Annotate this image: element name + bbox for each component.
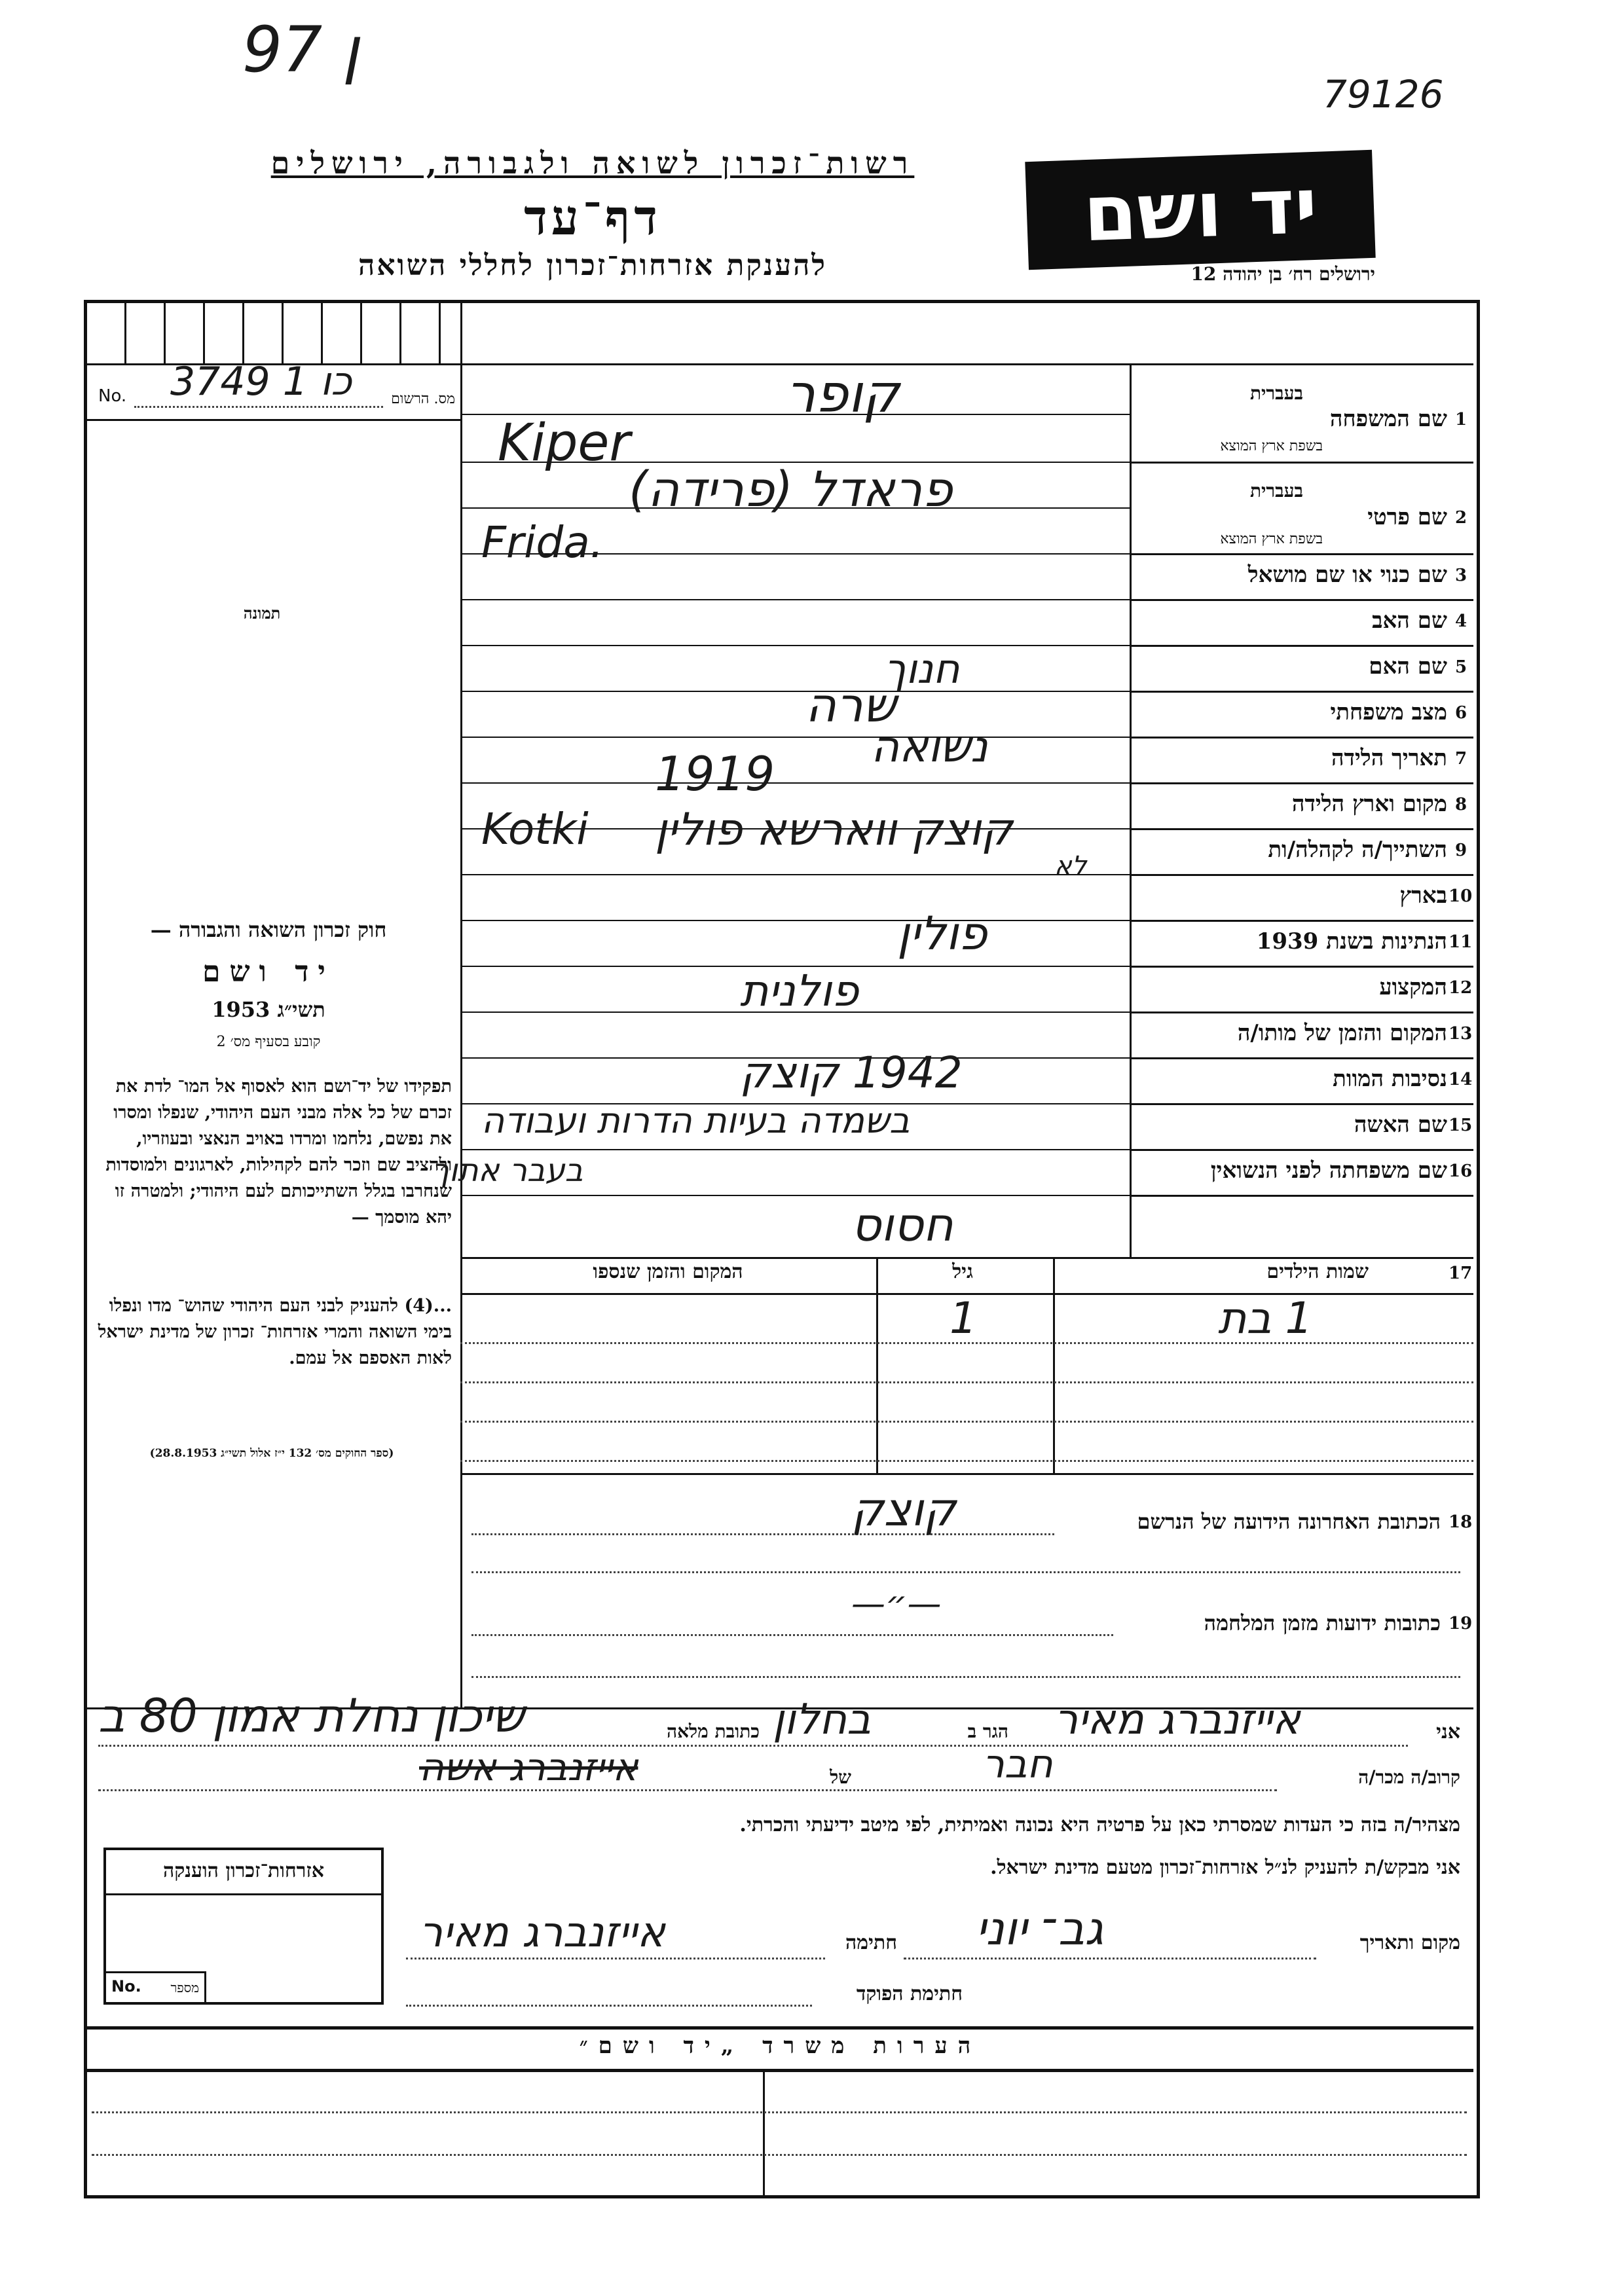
law-text-1: תפקידו של יד־ושם הוא לאסוף אל המו־ לדת את זכרם של כל אלה מבני העם היהודי, שנפלו ומסרו את נפשם, נלחמו ומרדו באויב הנאצי ובעוזריו, ולהציב שם וזכר להם לקהילות, לארגונים ולמוסדות שנחרבו בגלל השתייכותם לעם היהודי; ולמטרה זו יהא מוסמך — [105,1076,452,1228]
field-16-value: חסוס [851,1198,953,1252]
field-19-value: —״— [851,1584,942,1624]
field-3-num: 3 [1455,566,1467,585]
field-8-value: קוצק ווארשא פולין [655,804,1013,856]
decl-officer-label: חתימת הפוקד [856,1982,963,2005]
field-12-label: המקצוע [1379,974,1447,1000]
field-10-value: פולין [897,907,987,960]
field-2-sub-hebrew: בעברית [1249,480,1303,501]
field-2-value-latin: Frida. [481,517,604,568]
office-notes-title: הערות משרד „יד ושם״ [579,2033,982,2059]
citizenship-box-no-label: מספר [170,1980,199,1995]
corner-mark-right: 79126 [1323,72,1444,117]
decl-name-value: אייזנברג מאיר [1054,1696,1301,1744]
decl-place-date-value: גב־ יוני [976,1902,1104,1956]
form-title: דף־עד [524,190,661,246]
field-1-num: 1 [1455,410,1467,429]
field-18-label: הכתובת האחרונה הידועה של הנרשם [1137,1509,1441,1534]
decl-relation-value: חבר [982,1741,1053,1787]
decl-relative-label: קרוב/ה מכר/ה [1358,1766,1460,1788]
field-12-num: 12 [1449,978,1473,998]
field-16-label: שם משפחתה לפני הנשואין [1210,1157,1447,1184]
field-4-label: שם האב [1372,608,1447,634]
law-title: חוק זכרון השואה והגבורה — [150,917,387,942]
field-7-value: 1919 [655,746,775,801]
field-13-label: המקום והזמן של מותו/ה [1237,1020,1447,1046]
field-1-value-latin: Kiper [498,414,631,473]
form-subtitle: להענקת אזרחות־זכרון לחללי השואה [358,249,827,282]
field-2-sub-origin: בשפת ארץ המוצא [1220,531,1323,547]
decl-address-label: כתובת מלאה [666,1721,760,1742]
reg-no-label: מס. הרשום [391,391,455,407]
reg-no-prefix: No. [98,386,127,406]
decl-signature-label: חתימה [845,1931,897,1954]
field-9-label: השתייך/ה לקהלה/ות [1268,837,1447,863]
field-8-value-latin: Kotki [481,804,589,854]
children-col-age: גיל [952,1260,973,1283]
field-9-num: 9 [1455,841,1467,860]
law-clause: קובע בסעיף מס׳ 2 [216,1034,321,1050]
law-reference: (ספר החוקים מס׳ 132 י״ז אלול תשי״ג 28.8.1953) [149,1447,394,1460]
field-2-label: שם פרטי [1367,504,1447,530]
field-2-value: פראדל (פרידה) [629,462,953,518]
field-1-sub-origin: בשפת ארץ המוצא [1220,438,1323,454]
citizenship-box-no: No. [111,1977,141,1995]
field-1-value: קופר [786,363,900,424]
field-10-label: בארץ [1399,883,1447,909]
field-9-value: לא [1054,851,1087,881]
law-text-2: ...(4) להעניק לבני העם היהודי שהוש־ מדו ונפלו בימי השואה והמרי אזרחות־ זכרון של מדינת ישראל לאות האספם אל עמם. [98,1296,452,1368]
children-num: 17 [1449,1264,1473,1283]
field-5-label: שם האם [1369,653,1447,680]
reg-no-value: כו 1 3749 [170,359,352,405]
field-19-num: 19 [1449,1614,1473,1633]
decl-signature-value: אייזנברג מאיר [419,1908,665,1957]
field-5-num: 5 [1455,657,1467,677]
field-7-num: 7 [1455,749,1467,769]
field-15-value: בעבר אתוך [432,1152,583,1189]
field-19-label: כתובות ידועות מזמן המלחמה [1204,1611,1441,1635]
field-18-num: 18 [1449,1512,1473,1532]
child-1-name: 1 בת [1218,1293,1313,1343]
decl-of-label: של [830,1766,851,1788]
field-15-num: 15 [1449,1116,1473,1135]
field-1-sub-hebrew: בעברית [1249,382,1303,404]
corner-mark-left: 97 ן [242,13,360,86]
citizenship-box-title: אזרחות־זכרון הוענקה [162,1859,325,1882]
field-5-value: שרה [805,678,896,733]
law-name: יד ושם [202,955,335,989]
decl-i-label: אני [1436,1721,1460,1743]
field-6-value: נשואה [871,721,988,772]
yad-vashem-logo [1025,150,1375,270]
decl-request-text: אני מבקש/ת להעניק לנ״ל אזרחות־זכרון מטעם מדינת ישראל. [990,1856,1460,1879]
field-2-num: 2 [1455,508,1467,528]
field-14-value: בשמדה בעיות הדרות ועבודה [481,1100,910,1141]
field-13-num: 13 [1449,1024,1473,1044]
child-1-age: 1 [950,1293,977,1343]
children-col-place: המקום והזמן שנספו [593,1260,743,1283]
decl-declare-text: מצהיר/ה בזה כי העדות שמסרתי כאן על פרטיה היא נכונה ואמיתית, לפי מיטב ידיעתי והכרתי. [739,1813,1460,1836]
field-8-label: מקום וארץ הלידה [1291,791,1447,817]
field-18-value: קוצק [851,1483,956,1537]
field-4-value: חנוך [884,645,960,693]
law-year: תשי״ג 1953 [212,997,325,1022]
field-13-value: 1942 קוצק [740,1048,963,1098]
logo-text: יד ושם [1082,160,1319,259]
header-address: ירושלים רח׳ בן יהודה 12 [1190,263,1375,285]
field-11-num: 11 [1449,932,1473,952]
authority-line: רשות־זכרון לשואה ולגבורה, ירושלים [270,145,915,181]
decl-place-date-label: מקום ותאריך [1359,1931,1460,1954]
field-14-num: 14 [1449,1070,1473,1089]
photo-label: תמונה [243,604,281,623]
field-6-label: מצב משפחתי [1330,699,1447,725]
decl-resident-label: הגר ב [967,1721,1008,1742]
field-11-label: הנתינות בשנת 1939 [1256,928,1447,955]
children-label: שמות הילדים [1266,1260,1369,1283]
decl-address-value: שיכון נחלת אמון 80 ב [98,1689,525,1743]
field-10-num: 10 [1449,886,1473,906]
field-14-label: נסיבות המוות [1333,1066,1447,1092]
field-16-num: 16 [1449,1161,1473,1181]
field-15-label: שם האשה [1354,1112,1447,1138]
decl-city-value: בחלון [773,1696,872,1744]
field-6-num: 6 [1455,703,1467,723]
field-3-label: שם כנוי או שם מושאל [1247,562,1447,588]
citizenship-box [103,1848,384,2005]
field-11-value: פולנית [740,966,859,1016]
field-7-label: תאריך הלידה [1331,745,1447,771]
field-4-num: 4 [1455,611,1467,631]
field-1-label: שם המשפחה [1329,406,1447,432]
decl-of-value: אייזנברג אשה [419,1745,638,1789]
field-8-num: 8 [1455,795,1467,814]
